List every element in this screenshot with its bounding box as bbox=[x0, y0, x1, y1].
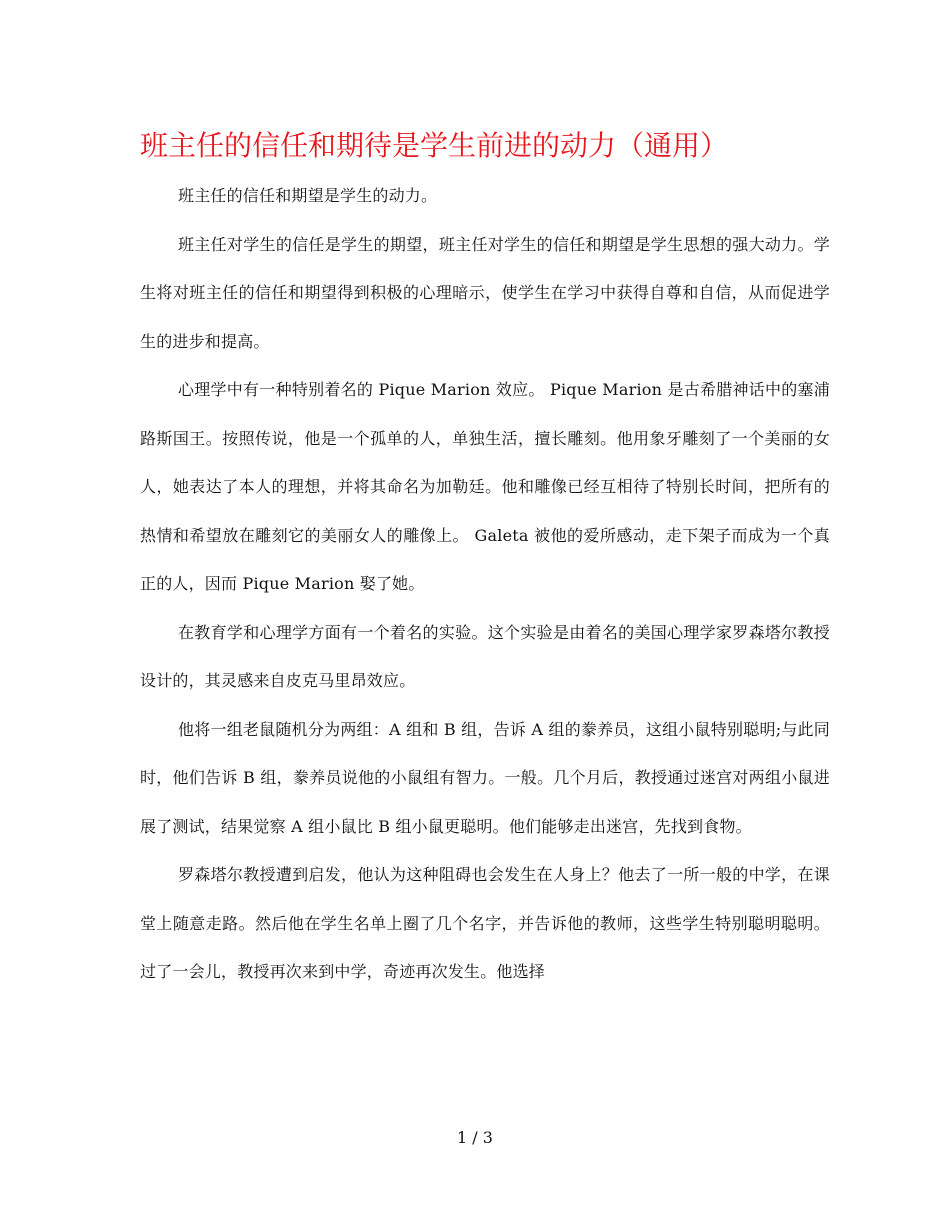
document-body bbox=[140, 172, 830, 997]
page-number: 1 / 3 bbox=[457, 1128, 493, 1147]
paragraph: 在教育学和心理学方面有一个着名的实验。这个实验是由着名的美国心理学家罗森塔尔教授设计的，其灵感来自皮克马里昂效应。 bbox=[140, 622, 830, 690]
paragraph: 班主任对学生的信任是学生的期望，班主任对学生的信任和期望是学生思想的强大动力。学生将对班主任的信任和期望得到积极的心理暗示，使学生在学习中获得自尊和自信，从而促进学生的进步和提高。 bbox=[140, 234, 830, 351]
paragraph: 他将一组老鼠随机分为两组：A 组和 B 组，告诉 A 组的豢养员，这组小鼠特别聪明;与此同时，他们告诉 B 组，豢养员说他的小鼠组有智力。一般。几个月后，教授通过迷宫对两组小鼠进展了测试，结果觉察 A 组小鼠比 B 组小鼠更聪明。他们能够走出迷宫，先找到食物。 bbox=[140, 719, 830, 836]
paragraph: 心理学中有一种特别着名的 Pique Marion 效应。 Pique Marion 是古希腊神话中的塞浦路斯国王。按照传说，他是一个孤单的人，单独生活，擅长雕刻。他用象牙雕刻了一个美丽的女人，她表达了本人的理想，并将其命名为加勒廷。他和雕像已经互相待了特别长时间，把所有的热情和希望放在雕刻它的美丽女人的雕像上。 Galeta 被他的爱所感动，走下架子而成为一个真正的人，因而 Pique Marion 娶了她。 bbox=[140, 380, 830, 593]
paragraph: 罗森塔尔教授遭到启发，他认为这种阻碍也会发生在人身上？他去了一所一般的中学，在课堂上随意走路。然后他在学生名单上圈了几个名字，并告诉他的教师，这些学生特别聪明聪明。过了一会儿，教授再次来到中学，奇迹再次发生。他选择 bbox=[140, 865, 830, 981]
paragraph: 班主任的信任和期望是学生的动力。 bbox=[178, 186, 438, 205]
document-title: 班主任的信任和期待是学生前进的动力（通用） bbox=[140, 129, 729, 162]
